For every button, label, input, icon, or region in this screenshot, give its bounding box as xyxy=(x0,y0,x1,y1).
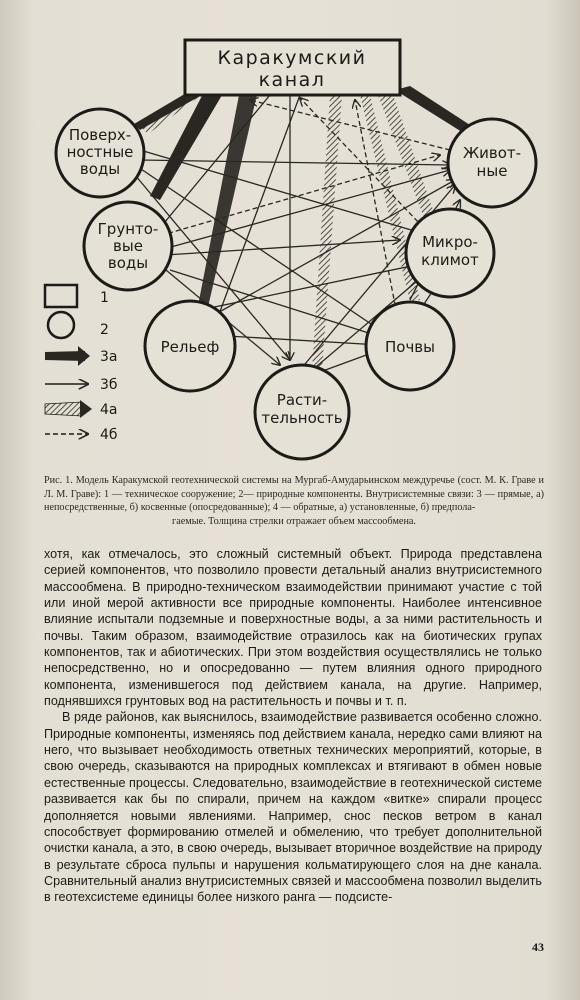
caption-line-1: Рис. 1. Модель Каракумской геотехнической системы на Мургаб-Амударьинском xyxy=(44,475,400,486)
node-microclimate xyxy=(406,209,494,297)
caption-line-5: гаемые. Толщина стрелки отражает объем массообмена. xyxy=(172,515,416,527)
paragraph-1: хотя, как отмечалось, это сложный системный объект. Природа представлена серией компонентов, что позволило провести детальный анализ внутрисистемного массообмена. В природно-техническом взаимодействии принимают участие с той или иной мерой активности все природные компоненты. Наиболее интенсивное влияние испытали подземные и поверхностные воды, а за ними растительность и почвы. Таким образом, взаимодействие отразилось как на биотических групах компонентов, так и абиотических. При этом воздействия осуществлялись не только непосредственно, но и опосредованно — путем влияния одного природного компонента, изменившегося под действием канала, на другие. Например, поднявшихся грунтовых вод на растительность и почвы и т. п. xyxy=(44,547,542,709)
figure-geotechnical-model xyxy=(0,0,580,470)
canal-title-line2: канал xyxy=(258,69,326,91)
svg-text:тельность: тельность xyxy=(261,409,343,427)
node-canal xyxy=(185,40,400,95)
svg-text:ностные: ностные xyxy=(66,143,134,161)
node-animals xyxy=(448,119,536,207)
node-ground-water xyxy=(84,202,172,290)
svg-text:воды: воды xyxy=(79,160,121,178)
svg-text:Микро-: Микро- xyxy=(422,233,478,251)
body-text xyxy=(44,546,542,906)
legend-label-1: 1 xyxy=(100,290,109,306)
legend-label-3b: 3б xyxy=(100,377,118,393)
svg-text:Поверх-: Поверх- xyxy=(68,126,132,144)
legend-label-3a: 3а xyxy=(100,349,118,365)
arrow-canal-animals xyxy=(395,86,470,132)
node-surface-water xyxy=(56,109,144,197)
arrow-canal-groundwater xyxy=(150,90,225,200)
svg-text:Почвы: Почвы xyxy=(384,338,436,356)
svg-text:ные: ные xyxy=(476,162,508,180)
page-number: 43 xyxy=(532,940,544,954)
paragraph-2: В ряде районов, как выяснилось, взаимодействие развивается особенно сложно. Природные компоненты, изменяясь под действием канала, нередко сами влияют на него, что вызывает необходимость ответных технических мероприятий, которые, в свою очередь, сказываются на природных комплексах и втягивают в обмен новые естественные процессы. Следовательно, взаимодействие в геотехнической системе развивается как бы по спирали, причем на каждом «витке» спирали процесс дополняется новыми явлениями. Например, снос песков ветром в канал способствует формированию отмелей и обмелению, что требует дополнительной очистки канала, а это, в свою очередь, вызывает вторичное воздействие на природу в результате сброса пульпы и нарушения кольматирующего слоя на дне канала. Сравнительный анализ внутрисистемных связей и массообмена позволил выделить в геотехсистеме единицы более низкого ранга — подсисте- xyxy=(44,710,542,905)
svg-text:климот: климот xyxy=(421,251,479,269)
canal-title-line1: Каракумский xyxy=(217,47,367,69)
svg-text:воды: воды xyxy=(107,254,149,272)
svg-text:Расти-: Расти- xyxy=(276,391,328,409)
svg-text:вые: вые xyxy=(113,237,143,255)
caption-line-3: природные компоненты. Внутрисистемные связи: 3 — прямые, а) непосредственные, xyxy=(44,488,544,513)
svg-text:Рельеф: Рельеф xyxy=(160,338,220,356)
figure-caption xyxy=(44,474,544,528)
svg-text:Живот-: Живот- xyxy=(462,144,522,162)
node-vegetation xyxy=(255,365,349,459)
diagram-svg xyxy=(0,0,580,470)
legend-label-4b: 4б xyxy=(100,427,118,443)
caption-line-2: междуречье (сост. М. К. Граве и Л. М. Граве): 1 — техническое сооружение; 2— xyxy=(44,475,544,500)
arrow-canal-vegetation xyxy=(312,95,342,370)
legend-symbol-rect xyxy=(45,285,77,307)
node-soils xyxy=(366,302,454,390)
node-relief xyxy=(145,301,235,391)
legend-symbol-4a xyxy=(45,402,82,416)
caption-line-4: б) косвенные (опосредованные); 4 — обратные, а) установленные, б) предпола- xyxy=(129,502,476,513)
legend-label-2: 2 xyxy=(100,322,109,338)
legend xyxy=(45,285,118,443)
svg-text:Грунто-: Грунто- xyxy=(97,220,159,238)
legend-symbol-circle xyxy=(48,312,74,338)
legend-label-4a: 4а xyxy=(100,402,118,418)
